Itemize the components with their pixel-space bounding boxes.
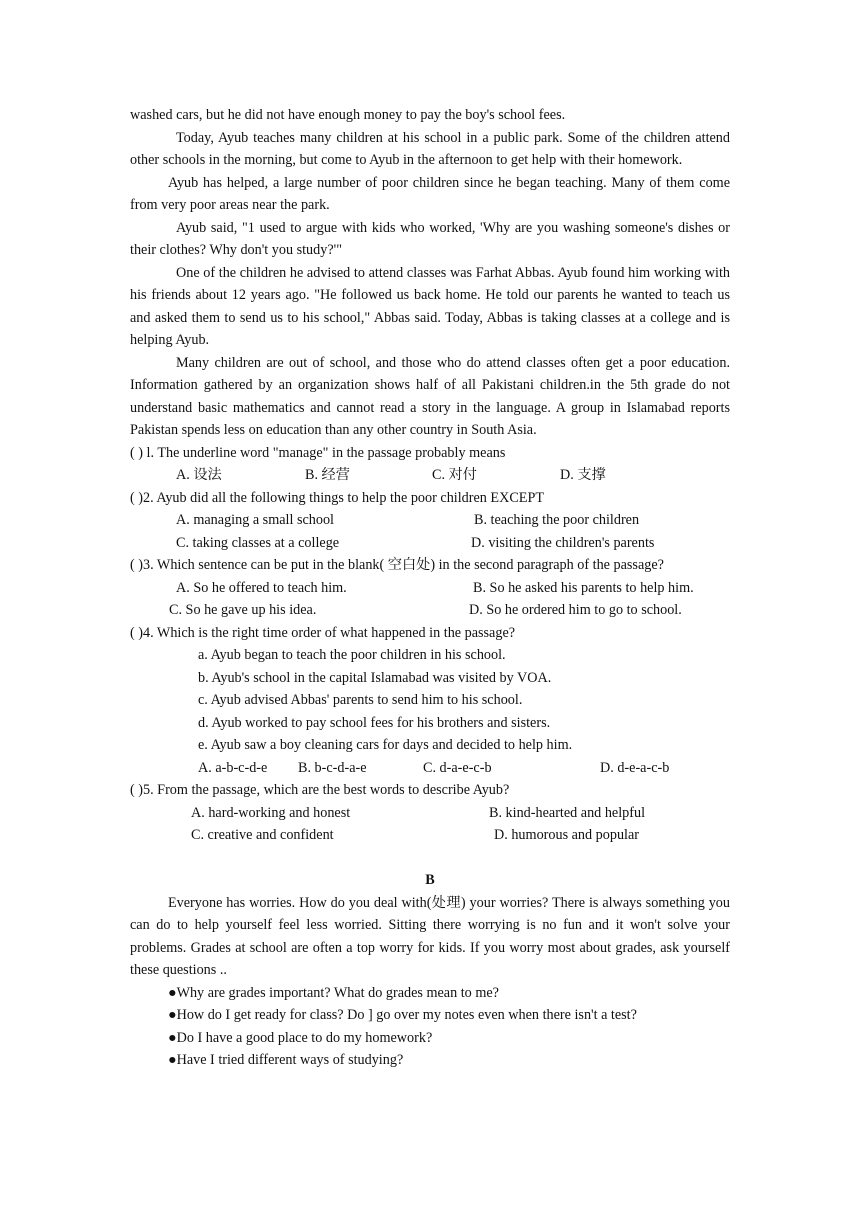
question-3-options-row2 [130,599,730,622]
q4-event-a-text: a. Ayub began to teach the poor children in his school. [198,647,506,663]
question-2-options-row1 [130,509,730,532]
question-1-options [130,464,730,487]
q4-event-b [130,667,730,690]
q4-event-d [130,712,730,735]
q1-option-b: B. 经营 [305,467,350,483]
bullet-1-text: ●Why are grades important? What do grades mean to me? [168,984,499,1001]
q5-option-c: C. creative and confident [191,827,334,843]
q2-option-c: C. taking classes at a college [176,534,340,551]
q2-option-a: A. managing a small school [176,512,335,528]
bullet-2-text: ●How do I get ready for class? Do ] go over my notes even when there isn't a test? [168,1007,637,1023]
paragraph-a1: Today, Ayub teaches many children at his school in a public park. Some of the children attend other schools in the morning, but come to Ayub in the afternoon to get help with their homework. [130,129,730,168]
question-3-stem: ( )3. Which sentence can be put in the blank( 空白处) in the second paragraph of the passage? [130,557,664,573]
bullet-4 [130,1049,730,1072]
q4-option-a: A. a-b-c-d-e [198,759,268,776]
bullet-2 [130,1004,730,1027]
section-gap [130,847,730,870]
q5-option-b: B. kind-hearted and helpful [489,804,646,821]
q4-option-b: B. b-c-d-a-e [298,759,367,776]
q4-event-e-text: e. Ayub saw a boy cleaning cars for days and decided to help him. [198,737,573,753]
question-5-options-row1 [130,802,730,825]
bullet-1 [130,982,730,1005]
bullet-3 [130,1027,730,1050]
q4-event-b-text: b. Ayub's school in the capital Islamabad was visited by VOA. [198,669,552,686]
q4-event-e [130,734,730,757]
q4-event-d-text: d. Ayub worked to pay school fees for his brothers and sisters. [198,714,551,731]
section-b-heading: B [425,872,435,888]
q5-option-d: D. humorous and popular [494,827,640,843]
question-3-options-row1 [130,577,730,600]
question-5-options-row2 [130,824,730,847]
question-2-stem: ( )2. Ayub did all the following things to help the poor children EXCEPT [130,489,545,506]
q1-option-d: D. 支撑 [560,467,606,483]
bullet-3-text: ●Do I have a good place to do my homework? [168,1029,433,1046]
paragraph-a3: Ayub said, "1 used to argue with kids who worked, 'Why are you washing someone's dishes or their clothes? Why don't you study?'" [130,219,730,258]
question-4-stem: ( )4. Which is the right time order of what happened in the passage? [130,624,516,641]
paragraph-a0: washed cars, but he did not have enough money to pay the boy's school fees. [130,107,566,123]
question-4-options [130,757,730,780]
q5-option-a: A. hard-working and honest [191,804,351,821]
q2-option-d: D. visiting the children's parents [471,534,655,551]
question-1-stem: ( ) l. The underline word "manage" in the passage probably means [130,444,506,461]
q4-event-c [130,689,730,712]
q3-option-b: B. So he asked his parents to help him. [473,579,694,596]
q1-option-a: A. 设法 [176,467,222,483]
q4-event-a [130,644,730,667]
q4-option-d: D. d-e-a-c-b [600,759,670,776]
paragraph-a5: Many children are out of school, and those who do attend classes often get a poor education. Information gathered by an organization shows half of all Pakistani children.in the 5th grade do not understand basic mathematics and cannot read a story in the language. A group in Islamabad reports Pakistan spends less on education than any other country in South Asia. [130,354,730,438]
q3-option-a: A. So he offered to teach him. [176,579,347,596]
q3-option-c: C. So he gave up his idea. [169,602,317,618]
q2-option-b: B. teaching the poor children [474,512,640,528]
bullet-4-text: ●Have I tried different ways of studying? [168,1052,404,1068]
paragraph-b1: Everyone has worries. How do you deal with(处理) your worries? There is always something you can do to help yourself feel less worried. Sitting there worrying is no fun and it won't solve your problems. Grades at school are often a top worry for kids. If you worry most about grades, ask yourself these questions .. [130,894,730,978]
q4-event-c-text: c. Ayub advised Abbas' parents to send him to his school. [198,692,523,708]
paragraph-a4: One of the children he advised to attend classes was Farhat Abbas. Ayub found him working with his friends about 12 years ago. "He followed us back home. He told our parents he wanted to teach us and asked them to send us to his school," Abbas said. Today, Abbas is taking classes at a college and is helping Ayub. [130,264,730,348]
question-5-stem: ( )5. From the passage, which are the best words to describe Ayub? [130,782,510,798]
question-2-options-row2 [130,532,730,555]
paragraph-a2: Ayub has helped, a large number of poor children since he began teaching. Many of them come from very poor areas near the park. [130,174,730,213]
q4-option-c: C. d-a-e-c-b [423,759,492,776]
q3-option-d: D. So he ordered him to go to school. [469,602,682,618]
q1-option-c: C. 对付 [432,467,477,483]
document-page [130,104,730,1072]
